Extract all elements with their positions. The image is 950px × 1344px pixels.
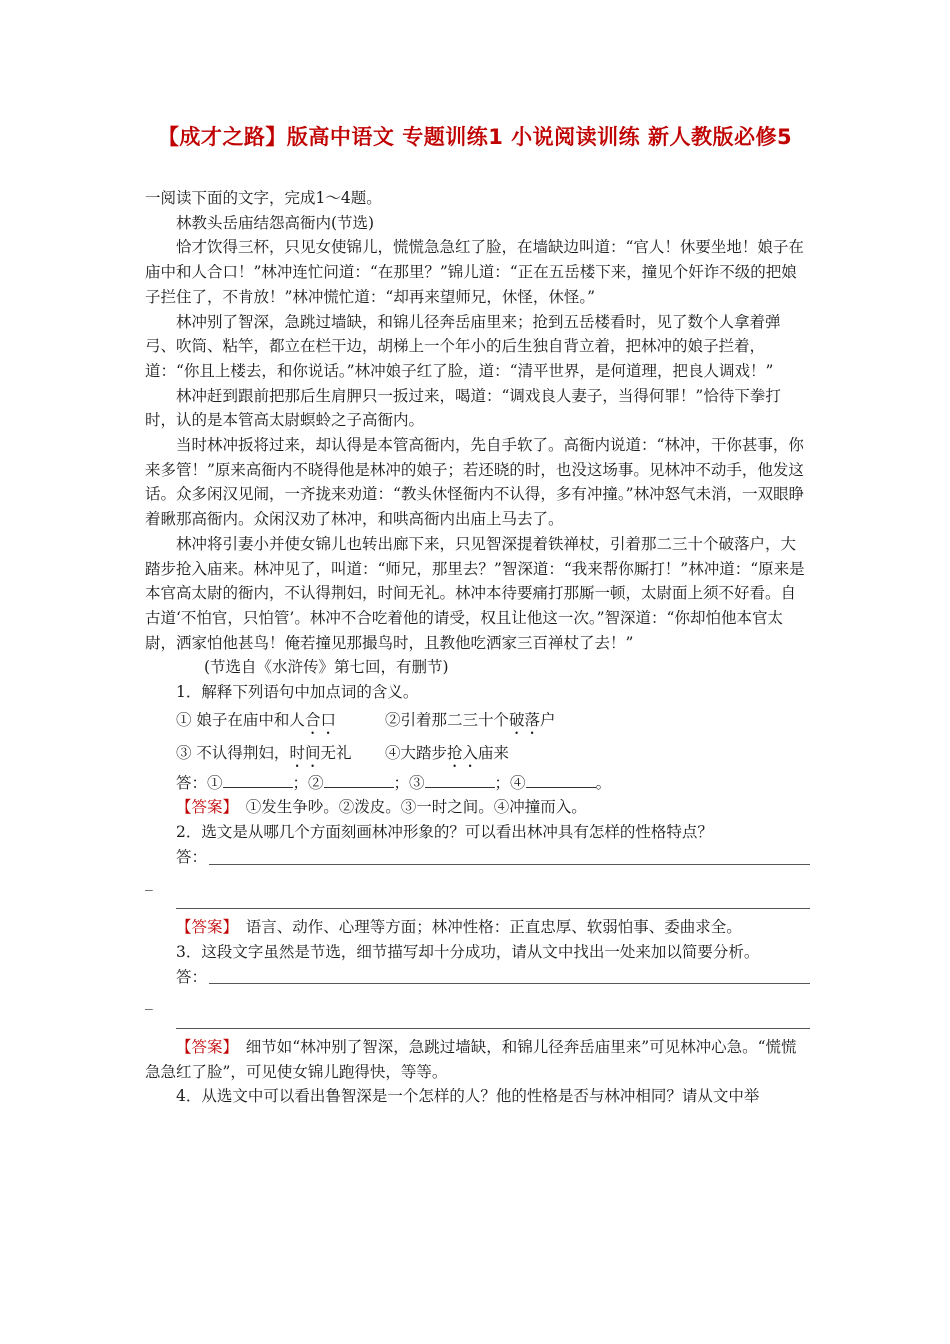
question-4: 4．从选文中可以看出鲁智深是一个怎样的人？他的性格是否与林冲相同？请从文中举 bbox=[176, 1087, 760, 1106]
paragraph-4: 当时林冲扳将过来，却认得是本管高衙内，先自手软了。高衙内说道：“林冲，干你甚事，你来多管！”原来高衙内不晓得他是林冲的娘子；若还晓的时，也没这场事。见林冲不动手，他发这话。众多闲汉见闹，一齐拢来劝道：“教头休怪衙内不认得，多有冲撞。”林冲怒气未消，一双眼睁着瞅那高衙内。众闲汉劝了林冲，和哄高衙内出庙上马去了。 bbox=[145, 436, 805, 529]
question-1: 1．解释下列语句中加点词的含义。 bbox=[176, 683, 419, 702]
passage-title: 林教头岳庙结怨高衙内(节选) bbox=[176, 213, 375, 232]
question-2-answer-line[interactable]: 答： bbox=[145, 845, 810, 870]
question-1-answer: 【答案】 ①发生争吵。②泼皮。③一时之间。④冲撞而入。 bbox=[176, 798, 587, 817]
option-2: ②引着那二三十个破落户 bbox=[385, 710, 556, 729]
line-dash: _ bbox=[145, 992, 153, 1011]
question-1-options-row-2 bbox=[145, 738, 810, 771]
question-1-options-row-1 bbox=[145, 705, 810, 738]
answer-tag: 【答案】 bbox=[176, 1038, 231, 1057]
instructions: 一阅读下面的文字，完成1～4题。 bbox=[145, 189, 382, 207]
option-1: ① 娘子在庙中和人合口 bbox=[176, 710, 336, 729]
question-3-answer-line[interactable]: 答： bbox=[145, 965, 810, 990]
question-3-answer-line-2[interactable] bbox=[176, 1014, 810, 1029]
paragraph-5: 林冲将引妻小并使女锦儿也转出廊下来，只见智深提着铁禅杖，引着那二三十个破落户，大踏步抢入庙来。林冲见了，叫道：“师兄，那里去？”智深道：“我来帮你厮打！”林冲道：“原来是本官高太尉的衙内，不认得荆妇，时间无礼。林冲本待要痛打那厮一顿，太尉面上须不好看。自古道‘不怕官，只怕管’。林冲不合吃着他的请受，权且让他这一次。”智深道：“你却怕他本官太尉，洒家怕他甚鸟！俺若撞见那撮鸟时，且教他吃洒家三百禅杖了去！” bbox=[145, 534, 805, 652]
document-title: 【成才之路】版高中语文 专题训练1 小说阅读训练 新人教版必修5 bbox=[157, 125, 793, 149]
line-dash: _ bbox=[145, 872, 153, 891]
question-3-answer: 【答案】 细节如“林冲别了智深，急跳过墙缺，和锦儿径奔岳庙里来”可见林冲心急。“慌慌急急红了脸”，可见使女锦儿跑得快，等等。 bbox=[145, 1038, 797, 1081]
option-3: ③ 不认得荆妇，时间无礼 bbox=[176, 743, 352, 762]
question-1-answer-blanks: 答：① ；② ；③ ；④ 。 bbox=[145, 771, 810, 796]
answer-tag: 【答案】 bbox=[176, 918, 231, 937]
answer-blank[interactable] bbox=[425, 771, 495, 788]
option-4: ④大踏步抢入庙来 bbox=[385, 743, 510, 762]
question-2-answer-line-2[interactable] bbox=[176, 894, 810, 909]
question-2-answer: 【答案】 语言、动作、心理等方面；林冲性格：正直忠厚、软弱怕事、委曲求全。 bbox=[176, 918, 742, 937]
paragraph-1: 恰才饮得三杯，只见女使锦儿，慌慌急急红了脸，在墙缺边叫道：“官人！休要坐地！娘子在庙中和人合口！”林冲连忙问道：“在那里？”锦儿道：“正在五岳楼下来，撞见个奸诈不级的把娘子拦住了，不肯放！”林冲慌忙道：“却再来望师兄，休怪，休怪。” bbox=[145, 238, 804, 306]
answer-blank[interactable] bbox=[324, 771, 394, 788]
answer-blank[interactable] bbox=[526, 771, 596, 788]
document-body bbox=[145, 186, 810, 1109]
dotted-word: 合口 bbox=[304, 710, 336, 729]
answer-blank[interactable] bbox=[223, 771, 293, 788]
paragraph-2: 林冲别了智深，急跳过墙缺，和锦儿径奔岳庙里来；抢到五岳楼看时，见了数个人拿着弹弓、吹筒、粘竿，都立在栏干边，胡梯上一个年小的后生独自背立着，把林冲的娘子拦着，道：“你且上楼去，和你说话。”林冲娘子红了脸，道：“清平世界，是何道理，把良人调戏！” bbox=[145, 312, 781, 380]
answer-tag: 【答案】 bbox=[176, 798, 231, 817]
paragraph-3: 林冲赶到跟前把那后生肩胛只一扳过来，喝道：“调戏良人妻子，当得何罪！”恰待下拳打时，认的是本管高太尉螟蛉之子高衙内。 bbox=[145, 386, 781, 430]
dotted-word: 破落 bbox=[509, 710, 541, 729]
question-3: 3．这段文字虽然是节选，细节描写却十分成功，请从文中找出一处来加以简要分析。 bbox=[176, 942, 760, 961]
question-2: 2．选文是从哪几个方面刻画林冲形象的？可以看出林冲具有怎样的性格特点？ bbox=[176, 823, 713, 842]
dotted-word: 时间 bbox=[289, 743, 321, 762]
source-citation: (节选自《水浒传》第七回，有删节) bbox=[204, 658, 449, 677]
dotted-word: 抢入 bbox=[447, 743, 479, 762]
